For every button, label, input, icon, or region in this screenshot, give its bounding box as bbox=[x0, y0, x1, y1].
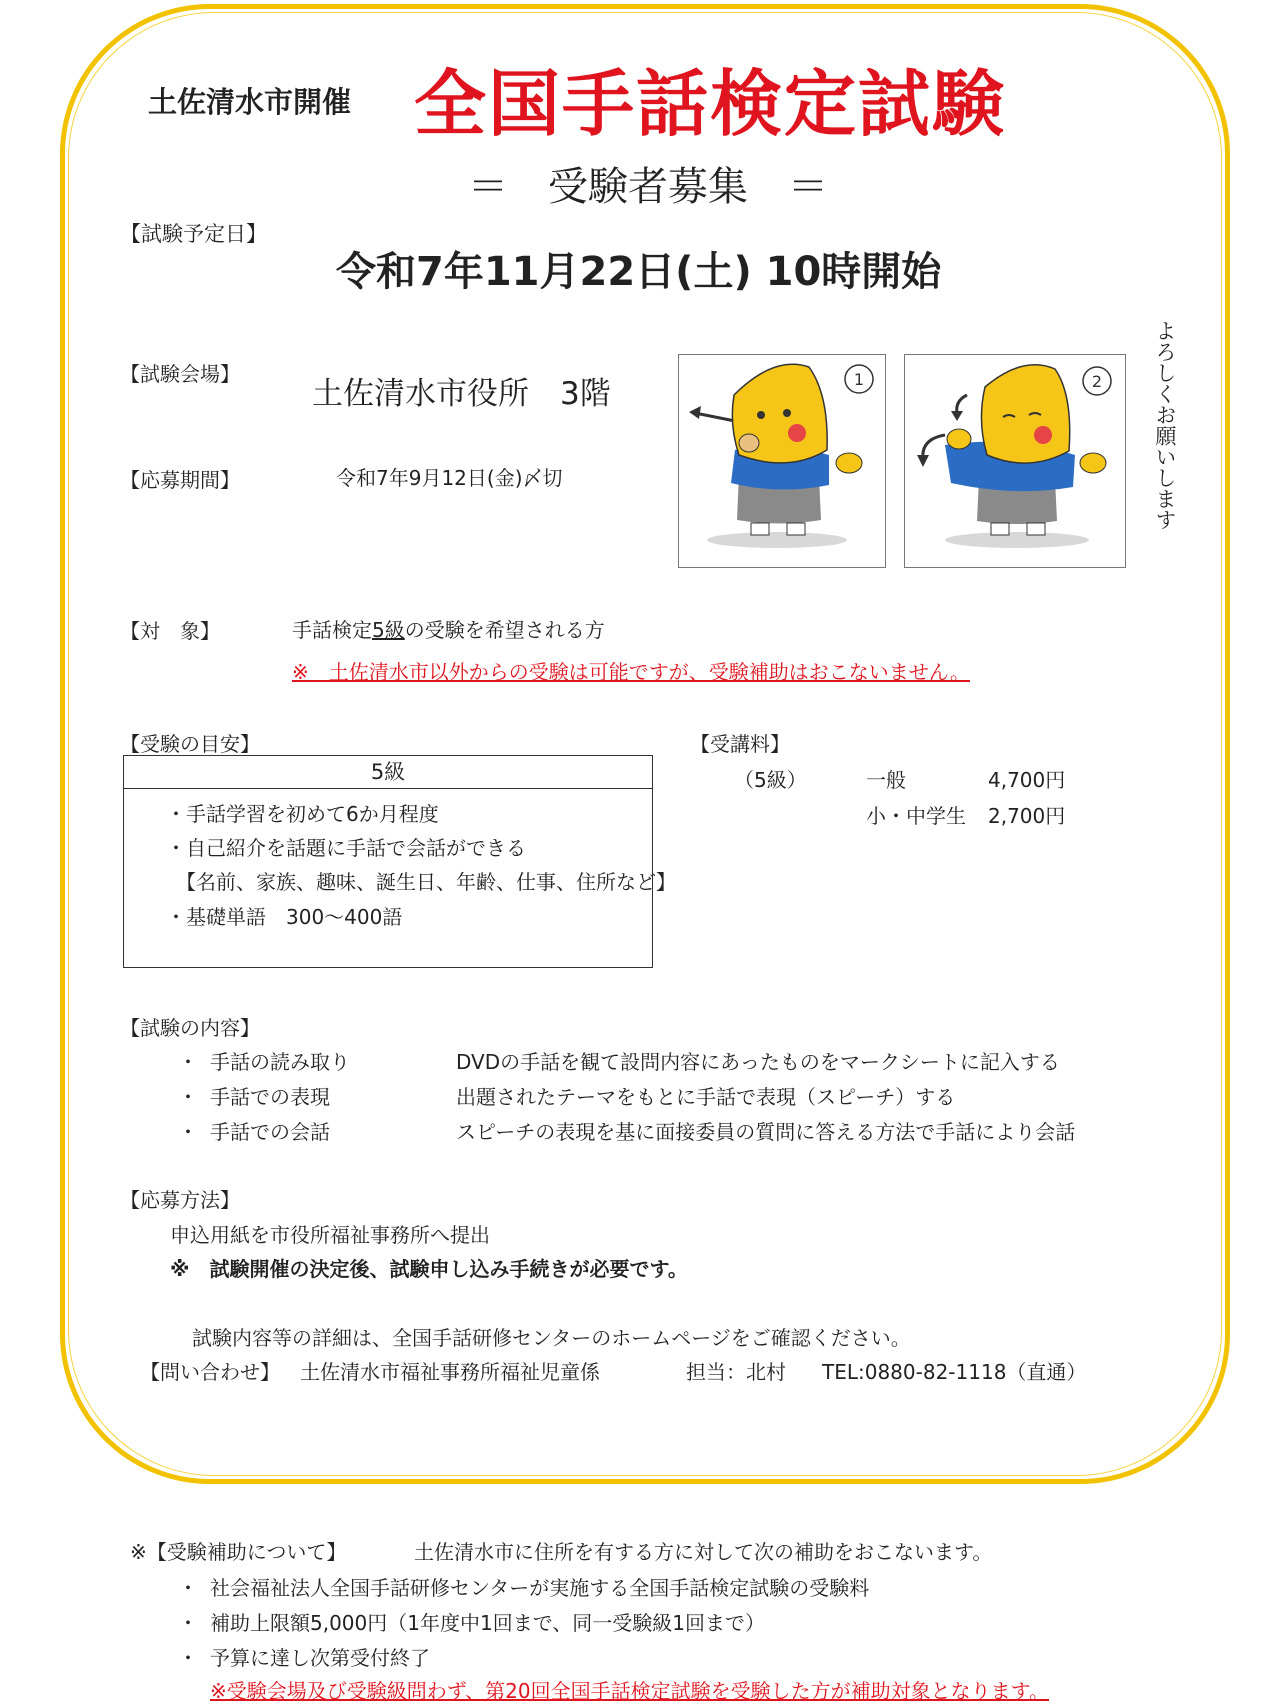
guide-grade: 5級 bbox=[124, 756, 652, 789]
period-label: 【応募期間】 bbox=[120, 468, 240, 492]
period-value: 令和7年9月12日(金)〆切 bbox=[336, 466, 563, 490]
subsidy-note: ※受験会場及び受験級問わず、第20回全国手話検定試験を受験した方が補助対象となります。 bbox=[210, 1679, 1050, 1703]
content-item-desc: 出題されたテーマをもとに手話で表現（スピーチ）する bbox=[456, 1085, 956, 1109]
content-item-name: 手話での会話 bbox=[210, 1120, 330, 1144]
mascot-bow-icon bbox=[905, 355, 1125, 567]
target-text-after: の受験を希望される方 bbox=[404, 618, 605, 642]
contact-tel: TEL:0880-82-1118（直通） bbox=[822, 1360, 1087, 1384]
exam-date-value: 令和7年11月22日(土) 10時開始 bbox=[336, 249, 942, 295]
subsidy-label: ※【受験補助について】 bbox=[130, 1540, 347, 1564]
subsidy-item: 補助上限額5,000円（1年度中1回まで、同一受験級1回まで） bbox=[210, 1611, 766, 1635]
fee-amount: 4,700円 bbox=[988, 768, 1066, 792]
badge-1-text: 1 bbox=[853, 370, 865, 389]
content-item-name: 手話の読み取り bbox=[210, 1050, 350, 1074]
fee-category: 一般 bbox=[866, 768, 906, 792]
greeting-vertical-text: よろしくお願いします bbox=[1153, 320, 1177, 530]
page-subtitle: ＝ 受験者募集 ＝ bbox=[468, 164, 828, 210]
apply-note: ※ 試験開催の決定後、試験申し込み手続きが必要です。 bbox=[170, 1257, 688, 1281]
subsidy-bullet: ・ bbox=[178, 1576, 198, 1600]
subsidy-bullet: ・ bbox=[178, 1646, 198, 1670]
contact-office: 土佐清水市福祉事務所福祉児童係 bbox=[300, 1360, 600, 1384]
page-title: 全国手話検定試験 bbox=[414, 62, 1007, 146]
fee-label: 【受講料】 bbox=[690, 732, 790, 756]
guide-item: ・自己紹介を話題に手話で会話ができる bbox=[166, 836, 526, 860]
content-bullet: ・ bbox=[178, 1050, 198, 1074]
target-text-before: 手話検定 bbox=[292, 618, 372, 642]
mascot-greeting-icon bbox=[679, 355, 885, 567]
content-bullet: ・ bbox=[178, 1085, 198, 1109]
venue-label: 【試験会場】 bbox=[120, 362, 240, 386]
target-text bbox=[292, 614, 605, 643]
subsidy-item: 予算に達し次第受付終了 bbox=[210, 1646, 430, 1670]
subsidy-bullet: ・ bbox=[178, 1611, 198, 1635]
fee-grade: （5級） bbox=[734, 768, 807, 792]
apply-text: 申込用紙を市役所福祉事務所へ提出 bbox=[170, 1223, 490, 1247]
guide-label: 【受験の目安】 bbox=[120, 732, 260, 756]
badge-2-text: 2 bbox=[1091, 372, 1103, 391]
details-text: 試験内容等の詳細は、全国手話研修センターのホームページをご確認ください。 bbox=[192, 1326, 911, 1350]
subsidy-intro: 土佐清水市に住所を有する方に対して次の補助をおこないます。 bbox=[414, 1540, 993, 1564]
target-note: ※ 土佐清水市以外からの受験は可能ですが、受験補助はおこないません。 bbox=[292, 660, 970, 684]
apply-label: 【応募方法】 bbox=[120, 1188, 240, 1212]
venue-value: 土佐清水市役所 3階 bbox=[312, 376, 611, 412]
fee-category: 小・中学生 bbox=[866, 804, 966, 828]
contact-label: 【問い合わせ】 bbox=[140, 1360, 280, 1384]
content-bullet: ・ bbox=[178, 1120, 198, 1144]
content-item-desc: スピーチの表現を基に面接委員の質問に答える方法で手話により会話 bbox=[456, 1120, 1076, 1144]
target-grade: 5級 bbox=[372, 618, 405, 642]
content-item-name: 手話での表現 bbox=[210, 1085, 330, 1109]
host-label: 土佐清水市開催 bbox=[148, 85, 352, 119]
content-item-desc: DVDの手話を観て設問内容にあったものをマークシートに記入する bbox=[456, 1050, 1060, 1074]
subsidy-item: 社会福祉法人全国手話研修センターが実施する全国手話検定試験の受験料 bbox=[210, 1576, 870, 1600]
fee-amount: 2,700円 bbox=[988, 804, 1066, 828]
content-label: 【試験の内容】 bbox=[120, 1016, 260, 1040]
mascot-illustration-2 bbox=[904, 354, 1126, 568]
guide-item: 【名前、家族、趣味、誕生日、年齢、仕事、住所など】 bbox=[176, 870, 676, 894]
guide-item: ・基礎単語 300～400語 bbox=[166, 905, 403, 929]
guide-item: ・手話学習を初めて6か月程度 bbox=[166, 802, 439, 826]
contact-person: 担当：北村 bbox=[686, 1360, 786, 1384]
target-label: 【対 象】 bbox=[120, 619, 220, 643]
exam-date-label: 【試験予定日】 bbox=[120, 222, 267, 246]
guide-box bbox=[123, 755, 653, 968]
mascot-illustration-1 bbox=[678, 354, 886, 568]
